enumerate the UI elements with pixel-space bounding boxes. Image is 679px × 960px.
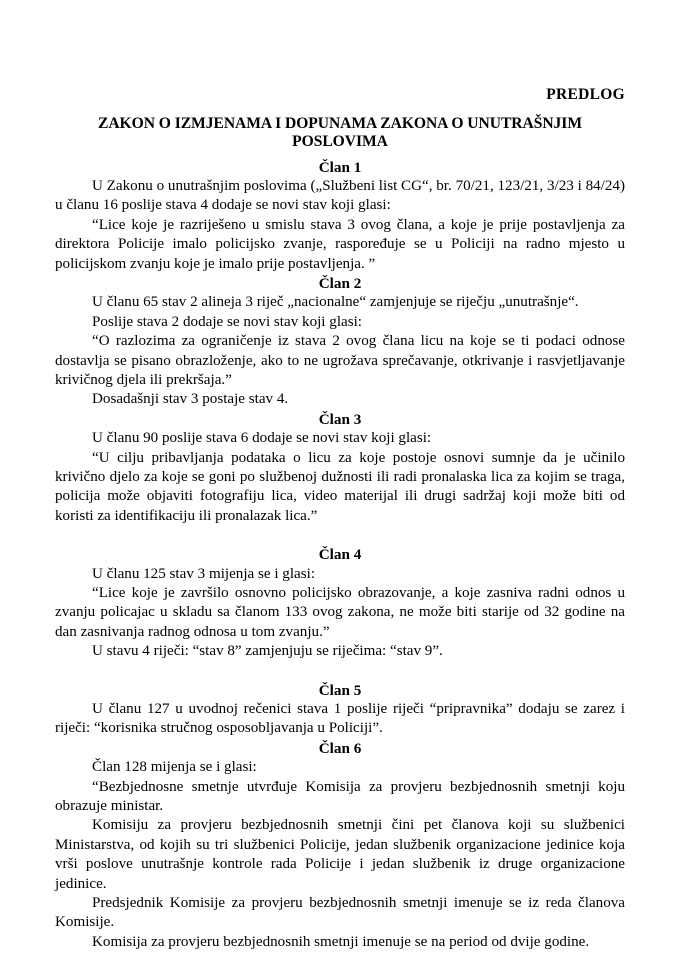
article-section <box>55 739 625 952</box>
article-section <box>55 681 625 739</box>
article-paragraph: Dosadašnji stav 3 postaje stav 4. <box>92 391 289 408</box>
article-paragraph: “U cilju pribavljanja podataka o licu za koje postoje osnovi sumnje da je učinilo krivično djelo za koje se goni po službenoj dužnosti ili radi pronalaska lica za kojim se traga, policija može objaviti fotografiju lica, video materijal ili drugi sadržaj koji može biti od koristi za identifikaciju ili pronalazak lica.” <box>55 449 625 524</box>
article-paragraph: “Lice koje je završilo osnovno policijsko obrazovanje, a koje zasniva radni odnos u zvanju policajac u skladu sa članom 133 ovog zakona, ne može biti starije od 32 godine na dan zasnivanja radnog odnosa u tom zvanju.” <box>55 585 625 640</box>
article-paragraph: “O razlozima za ograničenje iz stava 2 ovog člana licu na koje se ti podaci odnose dostavlja se pisano obrazloženje, ako to ne ugrožava sprečavanje, otkrivanje i rasvjetljavanje krivičnog djela ili prekršaja.” <box>55 333 625 389</box>
article-heading: Član 4 <box>318 546 362 564</box>
article-paragraph: Komisija za provjeru bezbjednosnih smetnji imenuje se na period od dvije godine. <box>92 933 590 950</box>
article-heading: Član 6 <box>318 739 362 757</box>
article-heading: Član 5 <box>318 681 362 699</box>
articles-container <box>55 158 625 953</box>
article-heading: Član 3 <box>318 410 362 428</box>
article-paragraph: U Zakonu o unutrašnjim poslovima („Službeni list CG“, br. 70/21, 123/21, 3/23 i 84/24) u članu 16 poslije stava 4 dodaje se novi stav koji glasi: <box>55 178 625 214</box>
article-heading: Član 1 <box>318 158 362 176</box>
article-paragraph: U članu 90 poslije stava 6 dodaje se novi stav koji glasi: <box>92 430 432 447</box>
article-paragraph: “Lice koje je razriješeno u smislu stava 3 ovog člana, a koje je prije postavljenja za direktora Policije imalo policijsko zvanje, raspoređuje se u Policiji na radno mjesto u policijskom zvanju koje je imalo prije postavljenja. ” <box>55 216 625 272</box>
article-heading: Član 2 <box>318 275 362 292</box>
article-paragraph: Komisiju za provjeru bezbjednosnih smetnji čini pet članova koji su službenici Ministarstva, od kojih su tri službenici Policije, jedan službenik organizacione jedinice koja vrši poslove unutrašnje kontrole rada Policije i jedan službenik iz druge organizacione jedinice. <box>55 817 625 892</box>
article-section <box>55 545 625 661</box>
document-label: PREDLOG <box>546 86 625 103</box>
article-section <box>55 410 625 526</box>
article-paragraph: U članu 65 stav 2 alineja 3 riječ „nacionalne“ zamjenjuje se riječju „unutrašnje“. <box>92 294 579 311</box>
article-paragraph: U članu 125 stav 3 mijenja se i glasi: <box>92 565 316 582</box>
article-paragraph: U članu 127 u uvodnoj rečenici stava 1 poslije riječi “pripravnika” dodaju se zarez i riječi: “korisnika stručnog osposobljavanja u Policiji”. <box>55 701 625 737</box>
document-title: ZAKON O IZMJENAMA I DOPUNAMA ZAKONA O UNUTRAŠNJIM POSLOVIMA <box>97 114 582 151</box>
article-paragraph: Poslije stava 2 dodaje se novi stav koji glasi: <box>92 313 362 330</box>
article-paragraph: U stavu 4 riječi: “stav 8” zamjenjuju se riječima: “stav 9”. <box>92 643 443 660</box>
article-section <box>55 158 625 274</box>
article-paragraph: Član 128 mijenja se i glasi: <box>92 759 257 776</box>
article-section <box>55 274 625 410</box>
article-paragraph: “Bezbjednosne smetnje utvrđuje Komisija za provjeru bezbjednosnih smetnji koju obrazuje ministar. <box>55 778 625 815</box>
article-paragraph: Predsjednik Komisije za provjeru bezbjednosnih smetnji imenuje se iz reda članova Komisije. <box>55 895 625 931</box>
